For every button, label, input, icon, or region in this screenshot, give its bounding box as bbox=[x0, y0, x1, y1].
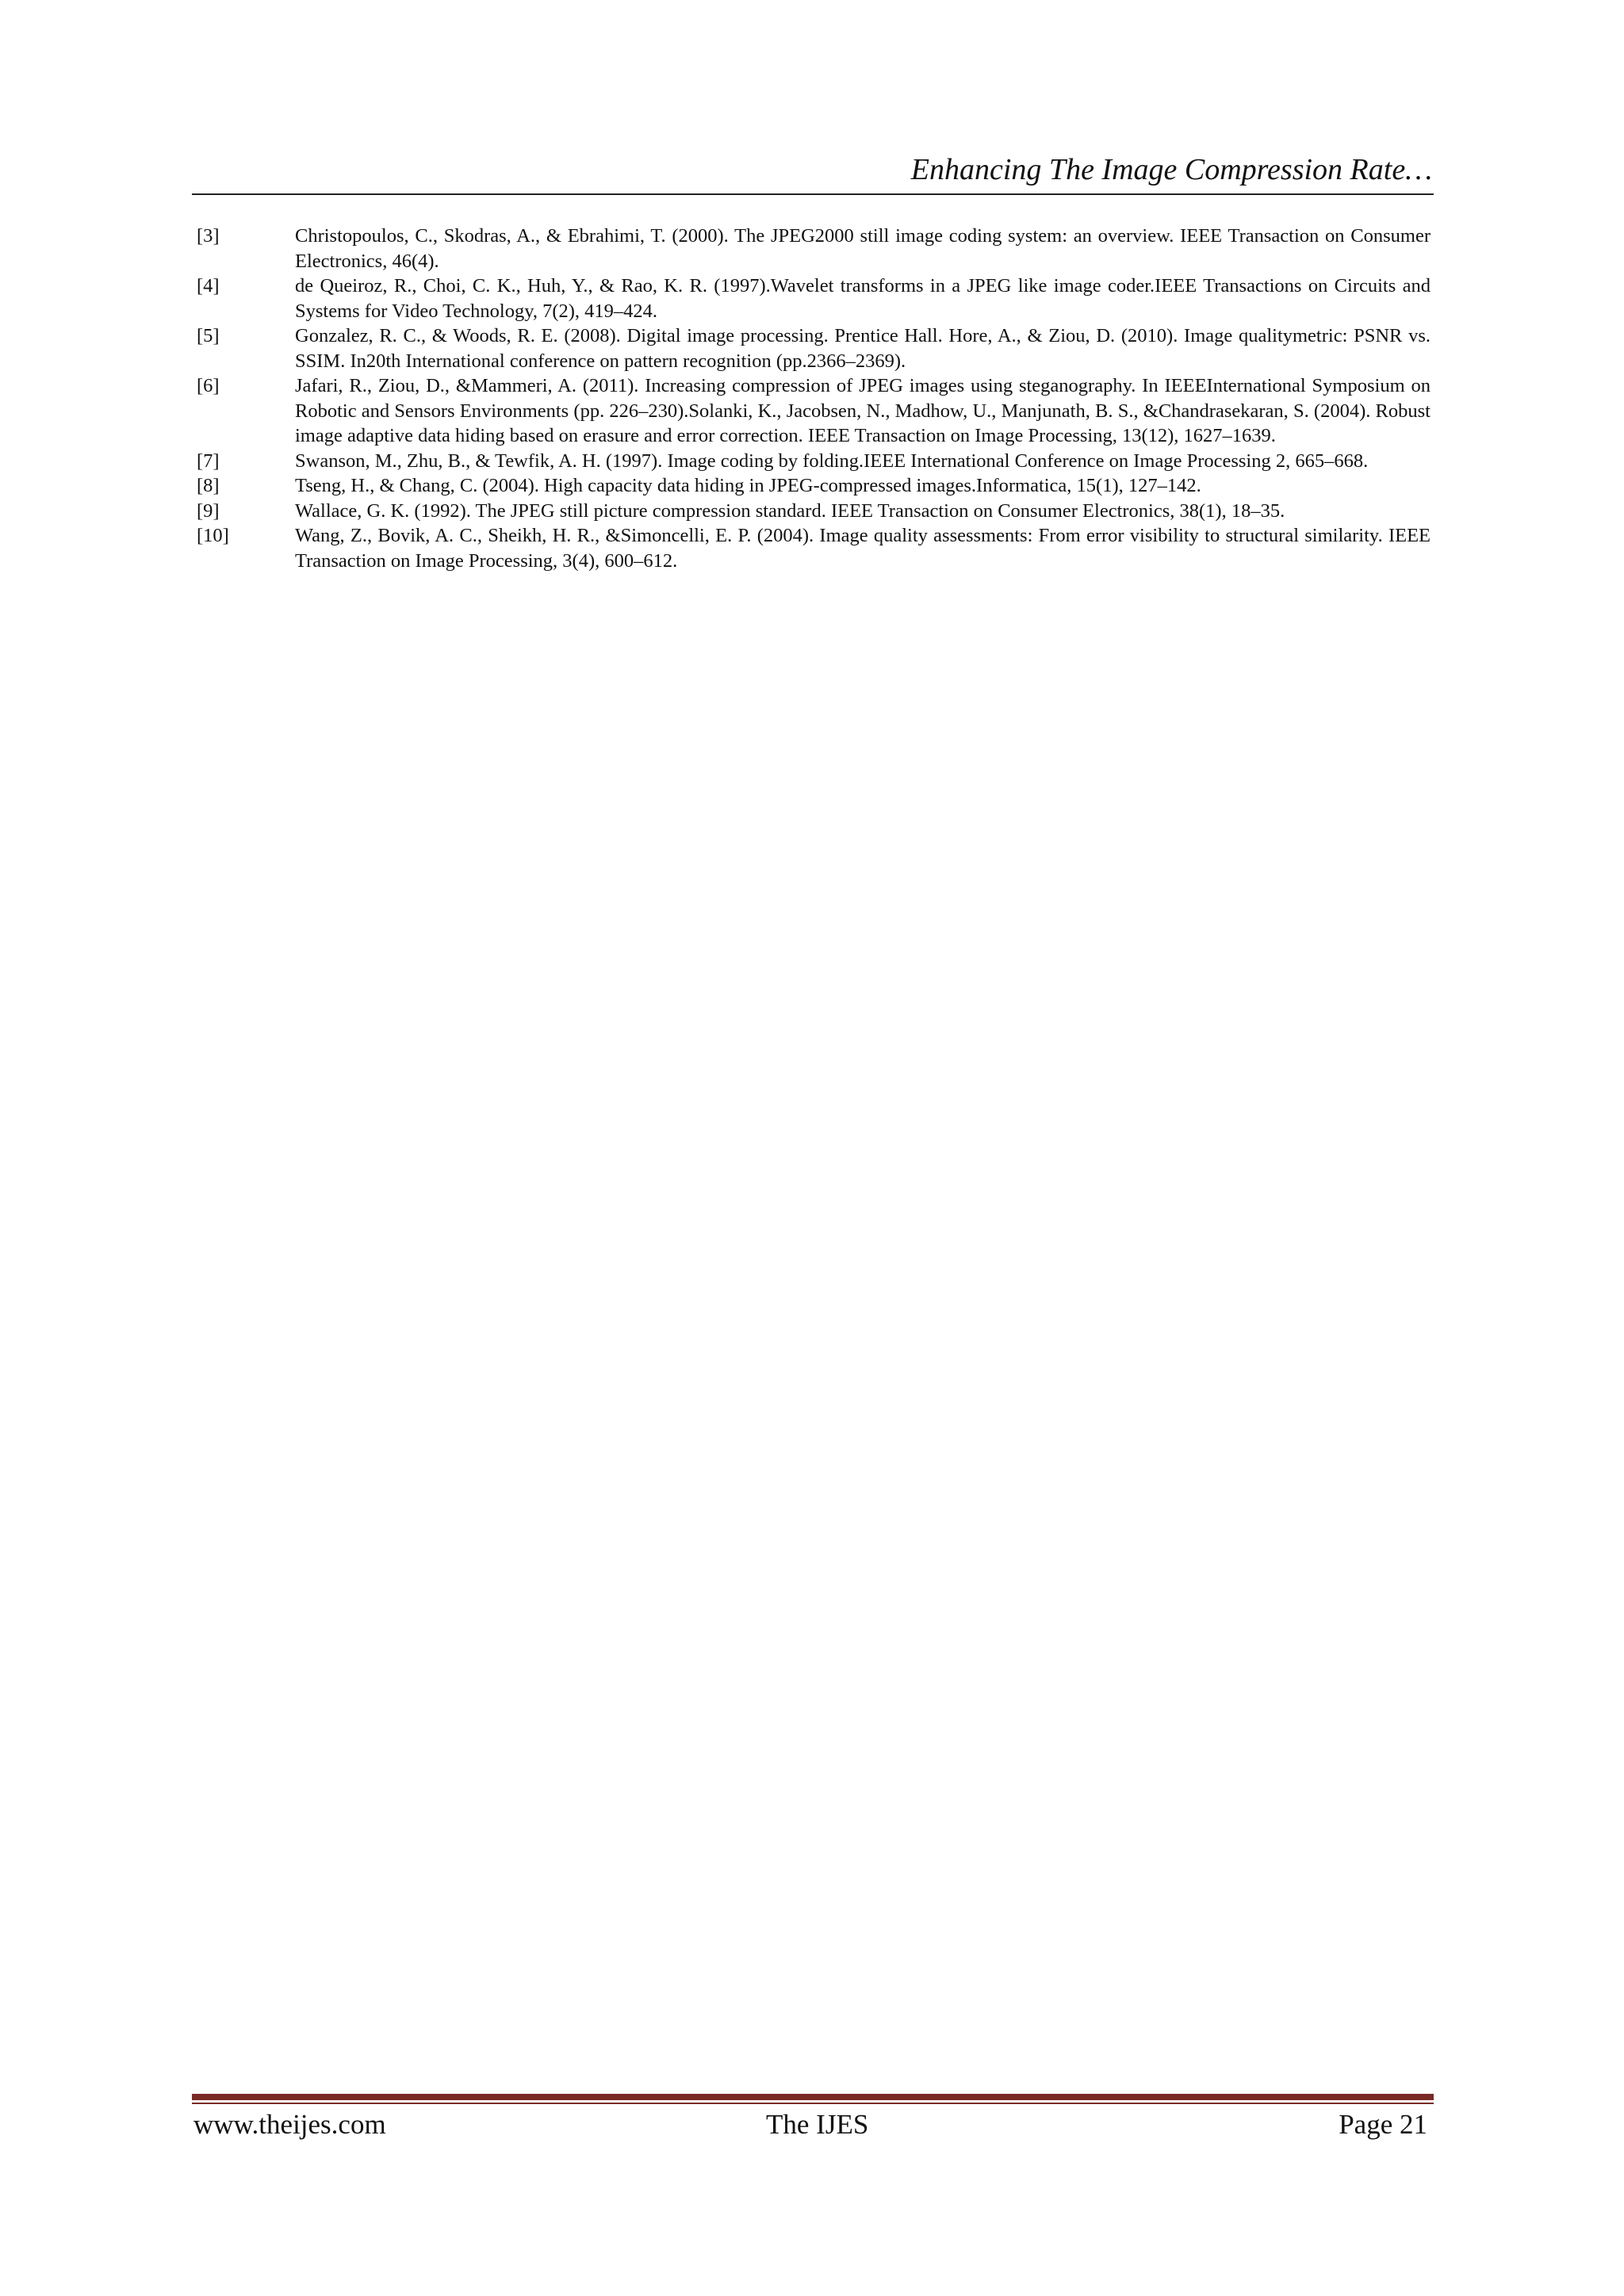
running-title: Enhancing The Image Compression Rate… bbox=[910, 153, 1432, 186]
reference-number: [9] bbox=[197, 499, 220, 522]
reference-item bbox=[197, 449, 1431, 474]
reference-text: Tseng, H., & Chang, C. (2004). High capacity data hiding in JPEG-compressed images.Informatica, 15(1), 127–142. bbox=[295, 475, 1201, 496]
reference-item bbox=[197, 274, 1431, 323]
reference-item bbox=[197, 499, 1431, 524]
page-footer bbox=[193, 2107, 1427, 2142]
reference-text: Gonzalez, R. C., & Woods, R. E. (2008). Digital image processing. Prentice Hall. Hore, A., & Ziou, D. (2010). Image qualitymetric: PSNR vs. SSIM. In20th International conference on pattern recognition (pp.2366–2369). bbox=[295, 325, 1431, 372]
footer-divider-thin bbox=[192, 2103, 1434, 2104]
reference-number: [5] bbox=[197, 325, 220, 346]
running-header bbox=[192, 149, 1434, 195]
footer-page-number: Page 21 bbox=[1339, 2109, 1427, 2140]
reference-text: Swanson, M., Zhu, B., & Tewfik, A. H. (1997). Image coding by folding.IEEE International Conference on Image Processing 2, 665–668. bbox=[295, 450, 1369, 472]
footer-divider-thick bbox=[192, 2094, 1434, 2100]
reference-number: [7] bbox=[197, 450, 220, 472]
footer-journal: The IJES bbox=[766, 2109, 869, 2140]
footer-website: www.theijes.com bbox=[193, 2109, 386, 2140]
reference-item bbox=[197, 523, 1431, 573]
reference-number: [6] bbox=[197, 375, 220, 396]
reference-text: Jafari, R., Ziou, D., &Mammeri, A. (2011). Increasing compression of JPEG images using steganography. In IEEEInternational Symposium on Robotic and Sensors Environments (pp. 226–230).Solanki, K., Jacobsen, N., Madhow, U., Manjunath, B. S., &Chandrasekaran, S. (2004). Robust image adaptive data hiding based on erasure and error correction. IEEE Transaction on Image Processing, 13(12), 1627–1639. bbox=[295, 375, 1431, 446]
reference-item bbox=[197, 224, 1431, 274]
reference-item bbox=[197, 323, 1431, 373]
reference-list bbox=[197, 224, 1431, 573]
reference-text: Christopoulos, C., Skodras, A., & Ebrahimi, T. (2000). The JPEG2000 still image coding system: an overview. IEEE Transaction on Consumer Electronics, 46(4). bbox=[295, 225, 1431, 272]
reference-number: [4] bbox=[197, 275, 220, 297]
reference-number: [8] bbox=[197, 475, 220, 496]
reference-number: [10] bbox=[197, 525, 229, 546]
reference-number: [3] bbox=[197, 225, 220, 247]
reference-item bbox=[197, 373, 1431, 449]
reference-item bbox=[197, 473, 1431, 499]
reference-text: Wallace, G. K. (1992). The JPEG still picture compression standard. IEEE Transaction on Consumer Electronics, 38(1), 18–35. bbox=[295, 499, 1285, 522]
footer-divider bbox=[192, 2094, 1434, 2104]
reference-text: de Queiroz, R., Choi, C. K., Huh, Y., & Rao, K. R. (1997).Wavelet transforms in a JPEG like image coder.IEEE Transactions on Circuits and Systems for Video Technology, 7(2), 419–424. bbox=[295, 275, 1431, 322]
reference-text: Wang, Z., Bovik, A. C., Sheikh, H. R., &Simoncelli, E. P. (2004). Image quality assessments: From error visibility to structural similarity. IEEE Transaction on Image Processing, 3(4), 600–612. bbox=[295, 525, 1431, 572]
